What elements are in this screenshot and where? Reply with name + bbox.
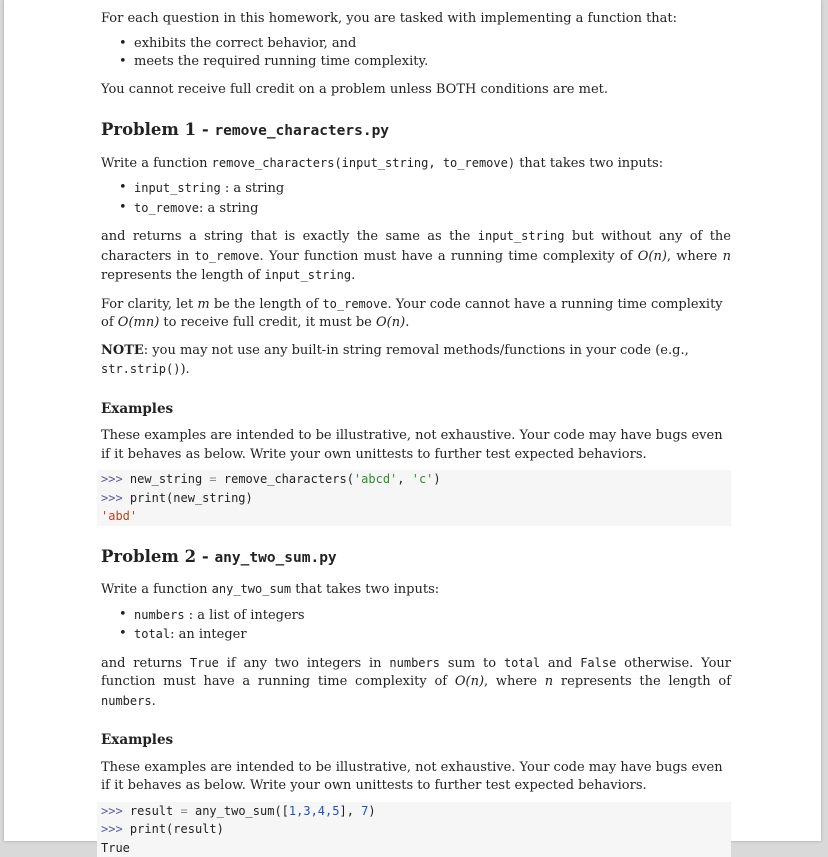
function-signature: remove_characters(input_string, to_remove): [212, 156, 515, 170]
input-desc: : an integer: [170, 627, 246, 642]
input-item: [134, 179, 731, 199]
code-inline: total: [504, 656, 540, 670]
code-inline: False: [580, 656, 616, 670]
math-complexity: O(n): [455, 674, 484, 689]
document-page: [4, 0, 821, 841]
code-line: [101, 820, 731, 839]
code-token: remove_characters(: [224, 472, 354, 486]
text: that takes two inputs:: [515, 156, 663, 171]
problem-1-heading: [101, 121, 731, 141]
code-token: ): [368, 804, 375, 818]
text: to receive full credit, it must be: [159, 315, 376, 330]
code-prompt: >>>: [101, 472, 123, 486]
problem-1-code-block: [97, 470, 731, 526]
code-output: [101, 507, 731, 526]
code-prompt: >>>: [101, 822, 123, 836]
code-token: print(new_string): [130, 491, 253, 505]
text: . Your code cannot have a running time complexity of: [101, 297, 723, 331]
problem-1-filename: remove_characters.py: [214, 123, 389, 139]
text: sum to: [440, 656, 504, 671]
code-token: ): [433, 472, 440, 486]
problem-2-heading: [101, 548, 731, 568]
code-inline: numbers: [101, 694, 152, 708]
intro-bullets: [101, 35, 731, 72]
input-item: [134, 199, 731, 219]
math-complexity: O(n): [638, 249, 667, 264]
code-token: new_string: [130, 472, 202, 486]
text: Write a function: [101, 582, 212, 597]
text: .: [405, 315, 409, 330]
text: ).: [180, 362, 189, 377]
function-signature: any_two_sum: [212, 582, 291, 596]
text: but without any of the characters in: [101, 229, 731, 264]
problem-1-examples-heading: Examples: [101, 400, 731, 419]
code-line: [101, 489, 731, 508]
intro-line: For each question in this homework, you are tasked with implementing a function that:: [101, 10, 731, 29]
problem-2-examples-text: These examples are intended to be illustrative, not exhaustive. Your code may have bugs even if it behaves as below. Write your own unittests to further test expected behaviors.: [101, 759, 731, 796]
problem-1-returns: [101, 227, 731, 286]
code-token: print(result): [130, 822, 224, 836]
note-label: NOTE: [101, 343, 144, 358]
code-output-value: 'abd': [101, 509, 137, 523]
input-name: input_string: [134, 181, 221, 195]
problem-1-inputs: [101, 179, 731, 218]
input-item: [134, 606, 731, 626]
text: that takes two inputs:: [291, 582, 439, 597]
code-line: [101, 470, 731, 489]
text: and returns: [101, 656, 190, 671]
text: represents the length of: [553, 674, 731, 689]
text: and returns a string that is exactly the same as the: [101, 229, 478, 244]
code-inline: input_string: [478, 229, 565, 243]
math-complexity: O(n): [376, 315, 405, 330]
code-output-value: True: [101, 841, 130, 855]
code-inline: str.strip(): [101, 362, 180, 376]
input-desc: : a list of integers: [185, 608, 305, 623]
code-number: 1,3,4,5: [289, 804, 340, 818]
problem-2-examples-heading: Examples: [101, 731, 731, 750]
text: represents the length of: [101, 268, 264, 283]
code-string: 'abcd': [354, 472, 397, 486]
problem-2-heading-prefix: Problem 2 -: [101, 547, 214, 566]
text: be the length of: [210, 297, 323, 312]
problem-2-filename: any_two_sum.py: [214, 550, 336, 566]
intro-note: You cannot receive full credit on a problem unless BOTH conditions are met.: [101, 81, 731, 100]
code-string: 'c': [412, 472, 434, 486]
problem-2-code-block: [97, 802, 731, 857]
intro-bullet: • meets the required running time complexity.: [134, 53, 731, 72]
problem-2-inputs: [101, 606, 731, 645]
text: .: [152, 694, 156, 709]
code-inline: numbers: [389, 656, 440, 670]
text: : you may not use any built-in string removal methods/functions in your code (e.g.,: [144, 343, 689, 358]
text: and: [540, 656, 580, 671]
text: . Your function must have a running time complexity of: [260, 249, 638, 264]
problem-1-examples-text: These examples are intended to be illustrative, not exhaustive. Your code may have bugs even if it behaves as below. Write your own unittests to further test expected behaviors.: [101, 427, 731, 464]
code-inline: input_string: [264, 268, 351, 282]
code-token: ],: [339, 804, 361, 818]
code-token: result: [130, 804, 173, 818]
text: .: [351, 268, 355, 283]
intro-bullet: • exhibits the correct behavior, and: [134, 35, 731, 54]
code-output: [101, 839, 731, 857]
code-operator: =: [209, 472, 216, 486]
code-token: ,: [397, 472, 411, 486]
code-number: 7: [361, 804, 368, 818]
problem-1-note: [101, 342, 731, 380]
math-complexity: O(mn): [118, 315, 160, 330]
code-inline: to_remove: [194, 249, 259, 263]
math-var: n: [723, 249, 731, 264]
text: otherwise. Your function must have a running time complexity of: [101, 656, 731, 690]
text: For clarity, let: [101, 297, 197, 312]
code-inline: to_remove: [322, 297, 387, 311]
input-name: to_remove: [134, 201, 199, 215]
input-desc: : a string: [221, 181, 285, 196]
code-prompt: >>>: [101, 491, 123, 505]
document-content: [101, 10, 731, 857]
text: , where: [667, 249, 723, 264]
input-name: numbers: [134, 608, 185, 622]
math-var: n: [545, 674, 553, 689]
code-token: any_two_sum([: [195, 804, 289, 818]
problem-2-description: [101, 580, 731, 600]
text: if any two integers in: [219, 656, 390, 671]
text: , where: [484, 674, 545, 689]
problem-1-description: [101, 154, 731, 174]
input-name: total: [134, 627, 170, 641]
code-line: [101, 802, 731, 821]
problem-2-returns: [101, 654, 731, 712]
problem-1-clarity: [101, 295, 731, 333]
math-var: m: [197, 297, 209, 312]
input-item: [134, 625, 731, 645]
code-inline: True: [190, 656, 219, 670]
code-prompt: >>>: [101, 804, 123, 818]
problem-1-heading-prefix: Problem 1 -: [101, 120, 214, 139]
text: Write a function: [101, 156, 212, 171]
input-desc: : a string: [199, 201, 258, 216]
code-operator: =: [181, 804, 188, 818]
